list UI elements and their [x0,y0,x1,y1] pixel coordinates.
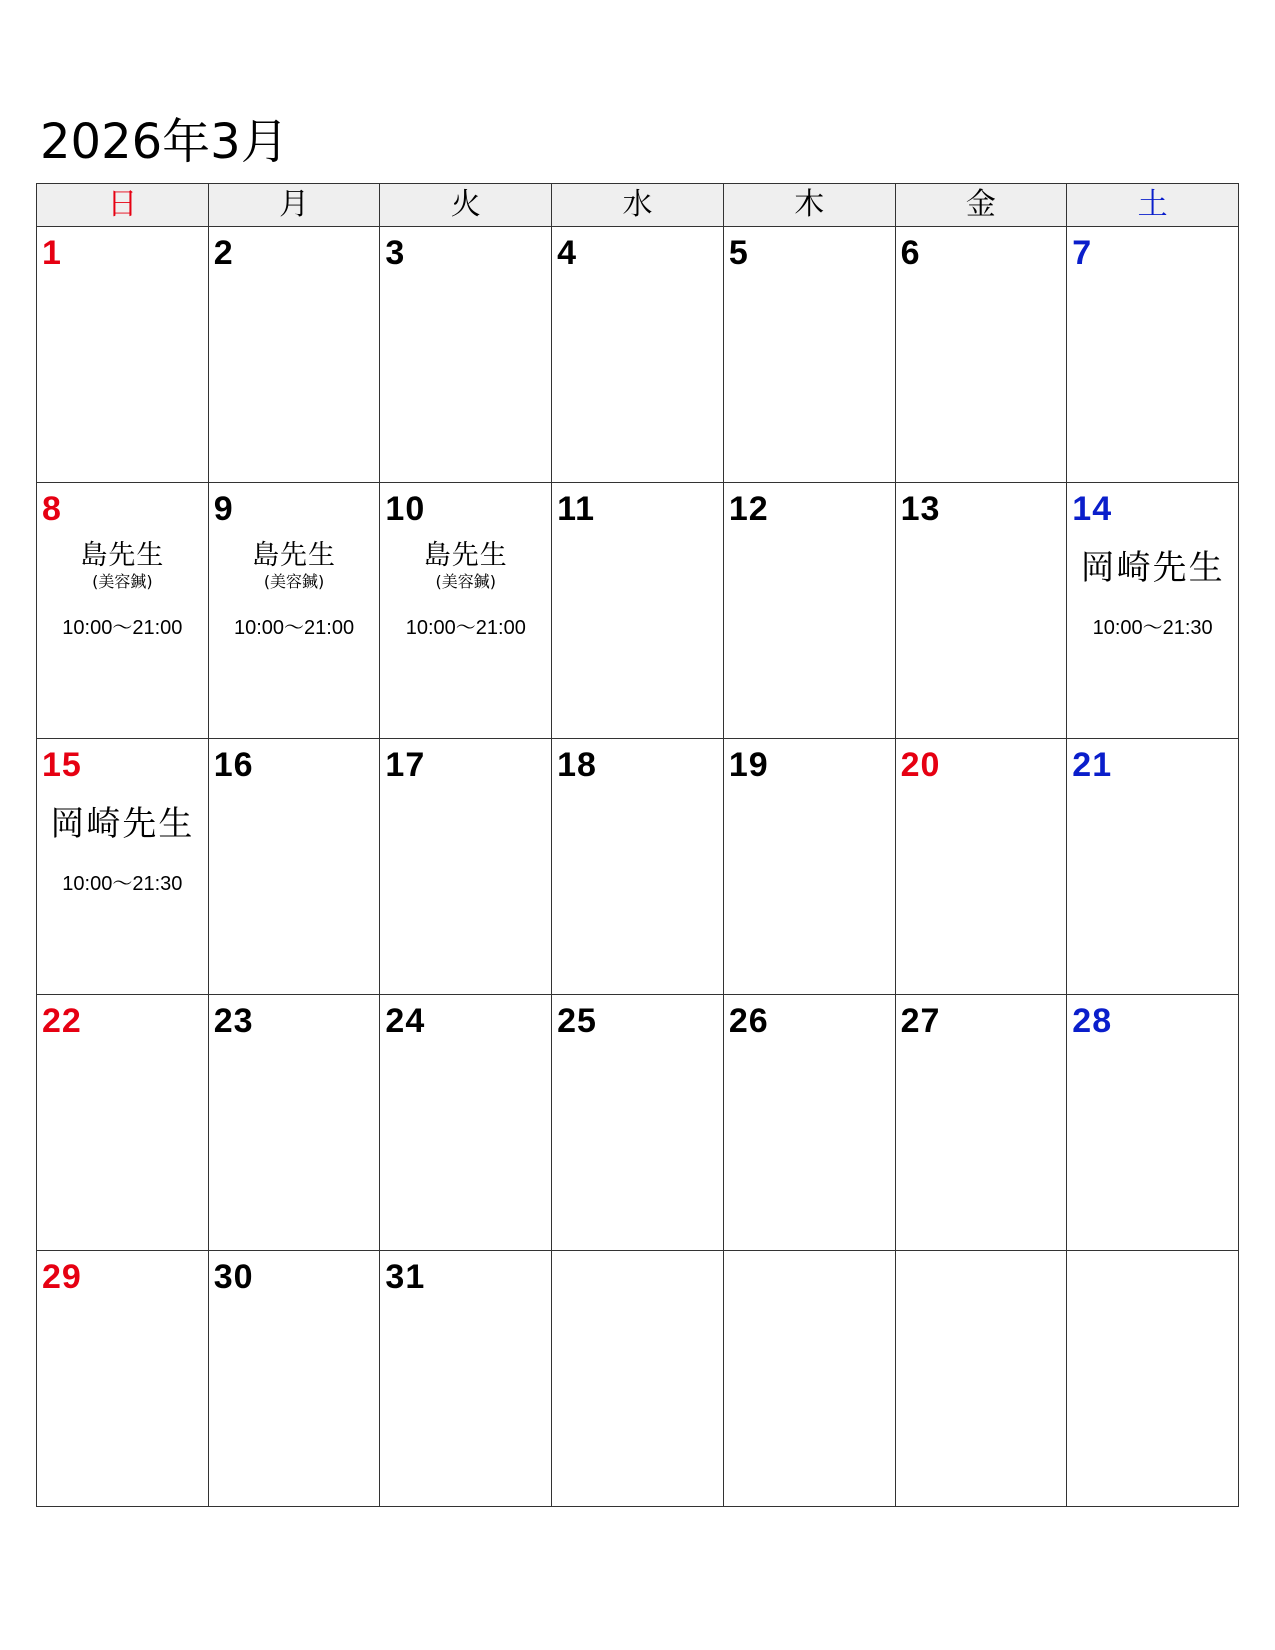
day-cell-19 [724,739,896,995]
day-cell-9 [209,483,381,739]
day-number: 3 [385,234,406,272]
day-cell-12 [724,483,896,739]
empty-day-cell [552,1251,724,1507]
event-time: 10:00〜21:00 [405,617,526,639]
day-number: 27 [900,1002,941,1040]
day-number: 18 [557,746,597,784]
event-teacher: 岡崎先生 [1080,548,1225,588]
day-number: 8 [42,490,62,528]
day-cell-22 [37,995,209,1251]
event-teacher: 岡崎先生 [50,804,195,844]
day-number: 4 [557,234,578,272]
empty-day-cell [724,1251,896,1507]
day-cell-24 [380,995,552,1251]
day-cell-6 [896,227,1068,483]
event-teacher: 島先生 [80,540,165,571]
day-number: 13 [900,490,941,528]
day-cell-1 [37,227,209,483]
event-subtitle: (美容鍼) [263,572,325,591]
day-cell-14 [1067,483,1239,739]
day-cell-7 [1067,227,1239,483]
day-number: 14 [1072,490,1113,528]
empty-day-cell [1067,1251,1239,1507]
event-time: 10:00〜21:30 [62,873,183,895]
day-cell-25 [552,995,724,1251]
day-number: 10 [385,490,426,528]
event-subtitle: (美容鍼) [92,572,153,591]
day-cell-27 [896,995,1068,1251]
day-cell-18 [552,739,724,995]
event-time: 10:00〜21:00 [62,617,183,639]
day-number: 22 [42,1002,82,1040]
day-cell-26 [724,995,896,1251]
event-teacher: 島先生 [423,540,508,571]
event-teacher: 島先生 [252,540,337,571]
event-time: 10:00〜21:30 [1092,617,1213,639]
day-number: 25 [557,1002,597,1040]
empty-day-cell [896,1251,1068,1507]
weekday-header-tue: 火 [380,184,552,227]
day-number: 30 [213,1258,254,1296]
calendar-grid [36,183,1239,1507]
day-cell-30 [209,1251,381,1507]
day-number: 12 [728,490,769,528]
weekday-header-fri: 金 [896,184,1068,227]
day-number: 21 [1072,746,1113,784]
weekday-header-mon: 月 [209,184,381,227]
event-time: 10:00〜21:00 [234,617,355,639]
day-number: 9 [213,490,234,528]
day-cell-17 [380,739,552,995]
weekday-header-sun: 日 [37,184,209,227]
day-number: 6 [900,234,921,272]
weekday-header-thu: 木 [724,184,896,227]
day-number: 16 [213,746,254,784]
day-cell-4 [552,227,724,483]
day-number: 24 [385,1002,426,1040]
day-cell-3 [380,227,552,483]
calendar-title: 2026年3月 [40,114,289,170]
day-number: 7 [1072,234,1093,272]
day-number: 20 [900,746,941,784]
day-number: 5 [728,234,749,272]
day-cell-5 [724,227,896,483]
day-number: 28 [1072,1002,1113,1040]
day-number: 29 [42,1258,82,1296]
day-number: 17 [385,746,426,784]
day-number: 23 [213,1002,254,1040]
day-cell-23 [209,995,381,1251]
day-number: 19 [728,746,769,784]
day-cell-13 [896,483,1068,739]
day-cell-11 [552,483,724,739]
event-subtitle: (美容鍼) [435,572,497,591]
day-cell-2 [209,227,381,483]
day-number: 15 [42,746,82,784]
day-cell-29 [37,1251,209,1507]
day-number: 26 [728,1002,769,1040]
day-cell-21 [1067,739,1239,995]
day-cell-16 [209,739,381,995]
day-cell-15 [37,739,209,995]
day-number: 11 [557,490,596,528]
day-cell-8 [37,483,209,739]
day-cell-20 [896,739,1068,995]
weekday-header-sat: 土 [1067,184,1239,227]
day-number: 2 [213,234,234,272]
day-cell-31 [380,1251,552,1507]
day-cell-10 [380,483,552,739]
day-number: 31 [385,1258,426,1296]
day-cell-28 [1067,995,1239,1251]
weekday-header-wed: 水 [552,184,724,227]
day-number: 1 [42,234,62,272]
